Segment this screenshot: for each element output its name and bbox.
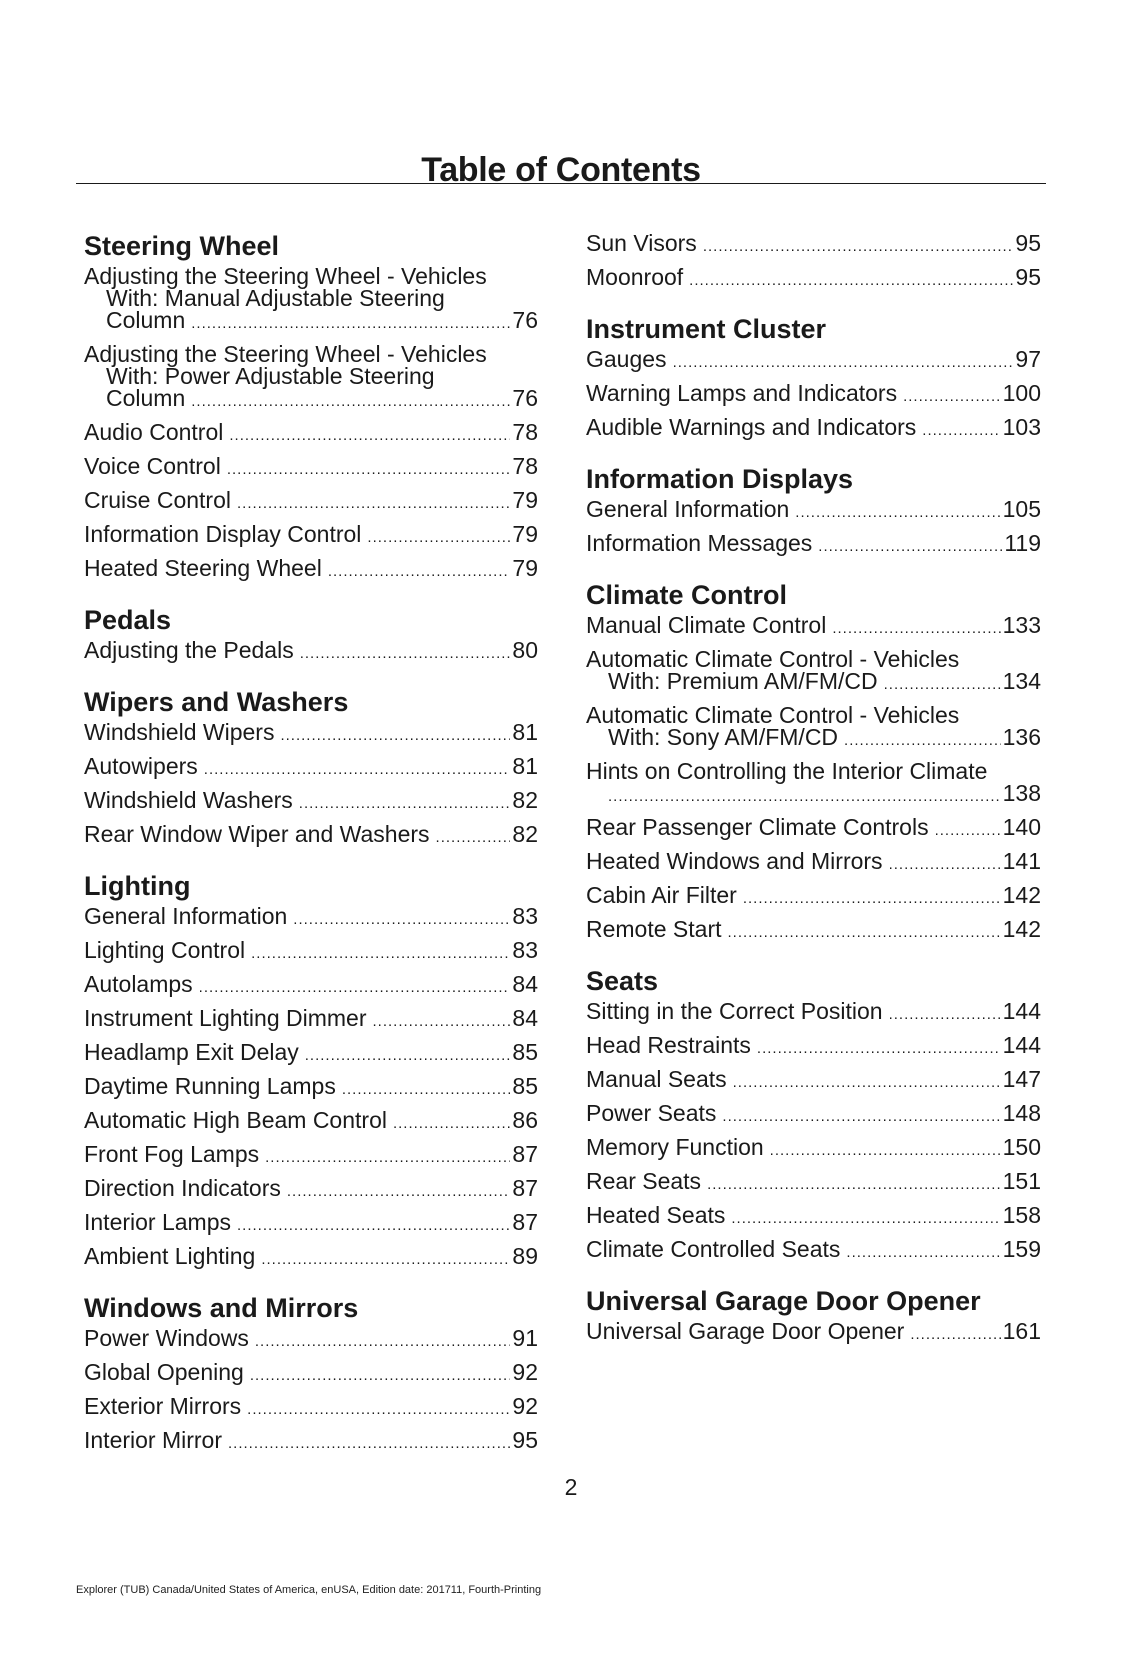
toc-entry-row — [586, 918, 1041, 944]
toc-entry-page-number: 78 — [512, 419, 538, 445]
section-heading: Seats — [586, 966, 659, 996]
toc-entry-page-number: 141 — [1002, 848, 1041, 874]
toc-entry-row — [586, 1238, 1041, 1264]
toc-entry[interactable] — [586, 760, 1041, 808]
toc-entry-title: Headlamp Exit Delay — [84, 1039, 299, 1065]
toc-entry-page-number: 138 — [1002, 780, 1041, 806]
toc-entry-row — [586, 850, 1041, 876]
dot-leader — [832, 618, 1000, 640]
toc-entry-title: Universal Garage Door Opener — [586, 1318, 905, 1344]
toc-entry-title: Front Fog Lamps — [84, 1141, 260, 1167]
toc-entry-title: Global Opening — [84, 1359, 244, 1385]
toc-entry-page-number: 136 — [1002, 724, 1041, 750]
toc-entry-row — [84, 1007, 538, 1033]
toc-section-climate-control — [586, 581, 1041, 944]
edition-footer: Explorer (TUB) Canada/United States of America, enUSA, Edition date: 201711, Fourth-Printing — [76, 1584, 542, 1596]
dot-leader — [884, 674, 1001, 696]
toc-entry-row — [84, 309, 538, 335]
toc-entry[interactable] — [586, 1102, 1041, 1128]
dot-leader — [733, 1072, 1001, 1094]
toc-entry[interactable] — [586, 1320, 1041, 1346]
dot-leader — [743, 888, 1001, 910]
dot-leader — [689, 270, 1013, 292]
toc-section-lighting — [84, 872, 538, 1271]
toc-section-steering-wheel — [84, 232, 538, 583]
toc-entry-title: Cabin Air Filter — [586, 882, 737, 908]
toc-entry[interactable] — [586, 918, 1041, 944]
toc-entry-row — [84, 1327, 538, 1353]
toc-entry[interactable] — [84, 455, 538, 481]
toc-entry-row — [84, 721, 538, 747]
toc-entry-page-number: 140 — [1002, 814, 1041, 840]
toc-entry-title: Information Messages — [586, 530, 813, 556]
toc-entry-row — [586, 670, 1041, 696]
toc-entry-page-number: 80 — [512, 637, 538, 663]
toc-entry-title: Rear Passenger Climate Controls — [586, 814, 929, 840]
toc-right-column — [586, 232, 1041, 1354]
section-heading: Pedals — [84, 605, 172, 635]
toc-entry-title: Automatic High Beam Control — [84, 1107, 387, 1133]
toc-entry-title-line: Automatic Climate Control - Vehicles — [586, 702, 960, 728]
toc-entry-title-line: With: Power Adjustable Steering — [106, 363, 435, 389]
toc-entry-page-number: 92 — [512, 1359, 538, 1385]
toc-entry[interactable] — [586, 1034, 1041, 1060]
dot-leader — [191, 391, 510, 413]
toc-entry[interactable] — [586, 1000, 1041, 1026]
toc-entry-page-number: 85 — [512, 1073, 538, 1099]
toc-entry-title: With: Sony AM/FM/CD — [608, 724, 839, 750]
toc-entry-row — [586, 232, 1041, 258]
toc-entry-page-number: 82 — [512, 821, 538, 847]
dot-leader — [228, 1433, 510, 1455]
dot-leader — [436, 827, 511, 849]
toc-entry[interactable] — [586, 498, 1041, 524]
toc-entry-page-number: 151 — [1002, 1168, 1041, 1194]
dot-leader — [935, 820, 1001, 842]
toc-entry-title: With: Premium AM/FM/CD — [608, 668, 878, 694]
toc-entry-title: Audible Warnings and Indicators — [586, 414, 917, 440]
toc-entry[interactable] — [84, 1211, 538, 1237]
toc-entry[interactable] — [84, 973, 538, 999]
toc-entry-title: General Information — [84, 903, 288, 929]
toc-entry-page-number: 87 — [512, 1175, 538, 1201]
dot-leader — [250, 1365, 511, 1387]
toc-entry[interactable] — [84, 1429, 538, 1455]
toc-entry-page-number: 86 — [512, 1107, 538, 1133]
toc-entry-title: Autowipers — [84, 753, 198, 779]
toc-entry-row — [84, 905, 538, 931]
toc-entry-title: Moonroof — [586, 264, 684, 290]
toc-entry-title-line: With: Manual Adjustable Steering — [106, 285, 445, 311]
dot-leader — [844, 730, 1001, 752]
toc-entry-row — [84, 755, 538, 781]
dot-leader — [728, 922, 1001, 944]
toc-entry-row — [586, 1000, 1041, 1026]
dot-leader — [305, 1045, 511, 1067]
toc-entry[interactable] — [586, 614, 1041, 640]
toc-entry-row — [586, 1068, 1041, 1094]
dot-leader — [889, 854, 1001, 876]
toc-entry-title-line: Hints on Controlling the Interior Climate — [586, 758, 988, 784]
toc-entry[interactable] — [586, 266, 1041, 292]
toc-entry[interactable] — [84, 1143, 538, 1169]
dot-leader — [342, 1079, 511, 1101]
toc-entry[interactable] — [84, 639, 538, 665]
toc-entry-title: Interior Lamps — [84, 1209, 232, 1235]
section-heading: Wipers and Washers — [84, 687, 349, 717]
toc-entry-row — [84, 1211, 538, 1237]
toc-entry[interactable] — [84, 557, 538, 583]
page-title: Table of Contents — [421, 150, 701, 189]
toc-entry-page-number: 147 — [1002, 1066, 1041, 1092]
toc-section-pedals — [84, 606, 538, 665]
toc-entry-page-number: 142 — [1002, 916, 1041, 942]
toc-entry-page-number: 79 — [512, 487, 538, 513]
toc-entry-row — [84, 1245, 538, 1271]
toc-entry[interactable] — [586, 382, 1041, 408]
dot-leader — [889, 1004, 1001, 1026]
toc-entry[interactable] — [84, 421, 538, 447]
section-heading: Lighting — [84, 871, 191, 901]
toc-entry[interactable] — [84, 1109, 538, 1135]
toc-entry-row — [84, 789, 538, 815]
toc-entry-title: Gauges — [586, 346, 667, 372]
toc-section-continued — [586, 232, 1041, 292]
toc-entry-page-number: 85 — [512, 1039, 538, 1065]
dot-leader — [293, 909, 510, 931]
toc-entry-page-number: 81 — [512, 719, 538, 745]
toc-entry-page-number: 100 — [1002, 380, 1041, 406]
toc-entry[interactable] — [586, 1204, 1041, 1230]
toc-entry-title: Cruise Control — [84, 487, 231, 513]
toc-entry-page-number: 97 — [1015, 346, 1041, 372]
toc-entry-row — [586, 782, 1041, 808]
toc-entry-title-line: Automatic Climate Control - Vehicles — [586, 646, 960, 672]
dot-leader — [191, 313, 510, 335]
toc-entry-page-number: 134 — [1002, 668, 1041, 694]
toc-entry-page-number: 87 — [512, 1209, 538, 1235]
toc-entry-page-number: 81 — [512, 753, 538, 779]
dot-leader — [707, 1174, 1001, 1196]
dot-leader — [846, 1242, 1000, 1264]
toc-entry[interactable] — [84, 939, 538, 965]
toc-entry-row — [586, 884, 1041, 910]
toc-entry-title: Heated Seats — [586, 1202, 726, 1228]
toc-entry-title: Windshield Wipers — [84, 719, 275, 745]
toc-entry-page-number: 142 — [1002, 882, 1041, 908]
toc-entry-page-number: 92 — [512, 1393, 538, 1419]
toc-entry[interactable] — [84, 523, 538, 549]
dot-leader — [818, 536, 1002, 558]
toc-entry[interactable] — [586, 1170, 1041, 1196]
toc-entry-page-number: 103 — [1002, 414, 1041, 440]
toc-entry-page-number: 144 — [1002, 1032, 1041, 1058]
toc-entry[interactable] — [84, 755, 538, 781]
toc-entry-page-number: 95 — [1015, 264, 1041, 290]
toc-entry-page-number: 105 — [1002, 496, 1041, 522]
toc-entry-page-number: 78 — [512, 453, 538, 479]
toc-entry-page-number: 158 — [1002, 1202, 1041, 1228]
toc-entry-title: Sitting in the Correct Position — [586, 998, 883, 1024]
toc-entry-title: Column — [106, 307, 186, 333]
toc-entry-row — [84, 1041, 538, 1067]
toc-entry-title: Head Restraints — [586, 1032, 751, 1058]
dot-leader — [237, 493, 510, 515]
toc-section-information-displays — [586, 465, 1041, 558]
dot-leader — [757, 1038, 1001, 1060]
toc-entry-row — [84, 387, 538, 413]
toc-section-seats — [586, 967, 1041, 1264]
toc-entry-title-line: Adjusting the Steering Wheel - Vehicles — [84, 341, 487, 367]
toc-entry-row — [586, 382, 1041, 408]
toc-entry-row — [84, 455, 538, 481]
dot-leader — [287, 1181, 511, 1203]
dot-leader — [299, 793, 511, 815]
toc-entry[interactable] — [586, 1068, 1041, 1094]
toc-entry-row — [586, 614, 1041, 640]
dot-leader — [261, 1249, 510, 1271]
title-divider — [76, 183, 1046, 184]
toc-entry-row — [586, 1136, 1041, 1162]
toc-entry[interactable] — [84, 823, 538, 849]
toc-entry-title: Power Seats — [586, 1100, 717, 1126]
toc-entry-row — [586, 1034, 1041, 1060]
toc-entry-title: Power Windows — [84, 1325, 249, 1351]
toc-entry-row — [84, 823, 538, 849]
toc-entry-row — [84, 1075, 538, 1101]
toc-entry-page-number: 95 — [512, 1427, 538, 1453]
toc-entry[interactable] — [586, 416, 1041, 442]
toc-section-windows-and-mirrors — [84, 1294, 538, 1455]
dot-leader — [328, 561, 511, 583]
toc-entry[interactable] — [586, 348, 1041, 374]
toc-entry-row — [84, 421, 538, 447]
toc-entry-row — [84, 939, 538, 965]
toc-entry[interactable] — [586, 648, 1041, 696]
toc-entry-page-number: 87 — [512, 1141, 538, 1167]
toc-entry-title: Heated Windows and Mirrors — [586, 848, 883, 874]
toc-entry-page-number: 95 — [1015, 230, 1041, 256]
toc-entry-title: Manual Seats — [586, 1066, 727, 1092]
toc-entry-page-number: 144 — [1002, 998, 1041, 1024]
toc-entry-title: Windshield Washers — [84, 787, 293, 813]
dot-leader — [251, 943, 510, 965]
toc-entry[interactable] — [84, 1177, 538, 1203]
dot-leader — [608, 786, 1001, 808]
toc-entry-page-number: 83 — [512, 937, 538, 963]
dot-leader — [265, 1147, 510, 1169]
toc-entry-row — [586, 416, 1041, 442]
dot-leader — [199, 977, 511, 999]
toc-section-instrument-cluster — [586, 315, 1041, 442]
toc-entry[interactable] — [586, 884, 1041, 910]
toc-entry[interactable] — [84, 1007, 538, 1033]
dot-leader — [373, 1011, 511, 1033]
toc-entry-page-number: 83 — [512, 903, 538, 929]
toc-entry-title: Instrument Lighting Dimmer — [84, 1005, 367, 1031]
toc-entry-title: Audio Control — [84, 419, 224, 445]
dot-leader — [910, 1324, 1000, 1346]
toc-entry[interactable] — [84, 905, 538, 931]
toc-section-wipers-and-washers — [84, 688, 538, 849]
toc-entry-title: Information Display Control — [84, 521, 362, 547]
toc-entry-page-number: 150 — [1002, 1134, 1041, 1160]
toc-entry[interactable] — [586, 1136, 1041, 1162]
toc-entry-title: General Information — [586, 496, 790, 522]
dot-leader — [300, 643, 511, 665]
toc-entry[interactable] — [84, 1327, 538, 1353]
toc-entry-title: Autolamps — [84, 971, 193, 997]
toc-entry-row — [84, 1395, 538, 1421]
toc-entry-title: Manual Climate Control — [586, 612, 827, 638]
toc-entry[interactable] — [84, 789, 538, 815]
toc-entry[interactable] — [84, 1361, 538, 1387]
toc-entry[interactable] — [586, 704, 1041, 752]
toc-entry-row — [586, 1102, 1041, 1128]
toc-entry-row — [586, 816, 1041, 842]
toc-entry-title: Adjusting the Pedals — [84, 637, 294, 663]
toc-entry-page-number: 84 — [512, 1005, 538, 1031]
toc-entry-title: Sun Visors — [586, 230, 697, 256]
toc-entry-row — [84, 1143, 538, 1169]
toc-entry-row — [84, 1429, 538, 1455]
dot-leader — [722, 1106, 1000, 1128]
toc-entry-row — [84, 523, 538, 549]
toc-entry-page-number: 119 — [1004, 530, 1041, 556]
toc-entry[interactable] — [586, 850, 1041, 876]
dot-leader — [204, 759, 511, 781]
toc-entry[interactable] — [84, 265, 538, 335]
toc-entry-page-number: 91 — [512, 1325, 538, 1351]
toc-entry-row — [84, 639, 538, 665]
toc-entry[interactable] — [84, 489, 538, 515]
toc-entry-title: Ambient Lighting — [84, 1243, 256, 1269]
toc-entry[interactable] — [84, 721, 538, 747]
toc-entry-row — [586, 266, 1041, 292]
toc-entry-page-number: 79 — [512, 555, 538, 581]
toc-entry[interactable] — [84, 1041, 538, 1067]
toc-entry[interactable] — [84, 1075, 538, 1101]
toc-entry[interactable] — [586, 816, 1041, 842]
toc-entry-row — [586, 1170, 1041, 1196]
dot-leader — [731, 1208, 1000, 1230]
toc-entry[interactable] — [586, 232, 1041, 258]
toc-entry-row — [586, 1204, 1041, 1230]
dot-leader — [393, 1113, 510, 1135]
toc-entry-title: Exterior Mirrors — [84, 1393, 242, 1419]
toc-entry-title: Voice Control — [84, 453, 221, 479]
section-heading: Steering Wheel — [84, 231, 280, 261]
toc-entry-row — [84, 1361, 538, 1387]
toc-entry-title: Climate Controlled Seats — [586, 1236, 841, 1262]
page-number: 2 — [564, 1474, 578, 1500]
toc-entry-page-number: 159 — [1002, 1236, 1041, 1262]
toc-entry-title: Remote Start — [586, 916, 722, 942]
toc-entry-title: Warning Lamps and Indicators — [586, 380, 898, 406]
toc-left-column — [84, 232, 538, 1463]
toc-entry-row — [586, 498, 1041, 524]
dot-leader — [229, 425, 510, 447]
toc-entry-row — [84, 1109, 538, 1135]
toc-entry[interactable] — [84, 1395, 538, 1421]
dot-leader — [922, 420, 1000, 442]
section-heading: Climate Control — [586, 580, 788, 610]
section-heading: Windows and Mirrors — [84, 1293, 359, 1323]
toc-entry-page-number: 89 — [512, 1243, 538, 1269]
toc-entry-row — [586, 348, 1041, 374]
toc-entry-page-number: 79 — [512, 521, 538, 547]
toc-entry[interactable] — [586, 1238, 1041, 1264]
toc-entry-page-number: 84 — [512, 971, 538, 997]
toc-entry-row — [586, 532, 1041, 558]
dot-leader — [255, 1331, 511, 1353]
toc-entry-row — [84, 973, 538, 999]
dot-leader — [237, 1215, 510, 1237]
toc-entry-page-number: 133 — [1002, 612, 1041, 638]
toc-entry[interactable] — [84, 343, 538, 413]
toc-entry-row — [84, 1177, 538, 1203]
toc-entry-title: Interior Mirror — [84, 1427, 223, 1453]
toc-entry-page-number: 148 — [1002, 1100, 1041, 1126]
toc-entry-title-line: Adjusting the Steering Wheel - Vehicles — [84, 263, 487, 289]
toc-entry-title: Direction Indicators — [84, 1175, 281, 1201]
dot-leader — [367, 527, 510, 549]
dot-leader — [795, 502, 1000, 524]
toc-entry-title: Rear Window Wiper and Washers — [84, 821, 430, 847]
section-heading: Information Displays — [586, 464, 854, 494]
dot-leader — [280, 725, 510, 747]
toc-entry-row — [84, 557, 538, 583]
toc-entry-title: Heated Steering Wheel — [84, 555, 322, 581]
toc-entry-row — [84, 489, 538, 515]
toc-entry-row — [586, 1320, 1041, 1346]
toc-entry-page-number: 76 — [512, 307, 538, 333]
toc-entry-title: Memory Function — [586, 1134, 764, 1160]
dot-leader — [673, 352, 1014, 374]
toc-section-universal-garage-door-opener — [586, 1287, 1041, 1346]
dot-leader — [227, 459, 511, 481]
dot-leader — [703, 236, 1014, 258]
toc-entry-title: Rear Seats — [586, 1168, 702, 1194]
toc-entry[interactable] — [84, 1245, 538, 1271]
toc-entry-page-number: 161 — [1002, 1318, 1041, 1344]
dot-leader — [903, 386, 1001, 408]
toc-entry-page-number: 76 — [512, 385, 538, 411]
section-heading: Instrument Cluster — [586, 314, 827, 344]
section-heading: Universal Garage Door Opener — [586, 1286, 981, 1316]
toc-entry-title: Lighting Control — [84, 937, 246, 963]
dot-leader — [247, 1399, 510, 1421]
toc-entry-row — [586, 726, 1041, 752]
toc-entry[interactable] — [586, 532, 1041, 558]
toc-entry-title: Daytime Running Lamps — [84, 1073, 336, 1099]
toc-entry-page-number: 82 — [512, 787, 538, 813]
dot-leader — [770, 1140, 1001, 1162]
toc-entry-title: Column — [106, 385, 186, 411]
